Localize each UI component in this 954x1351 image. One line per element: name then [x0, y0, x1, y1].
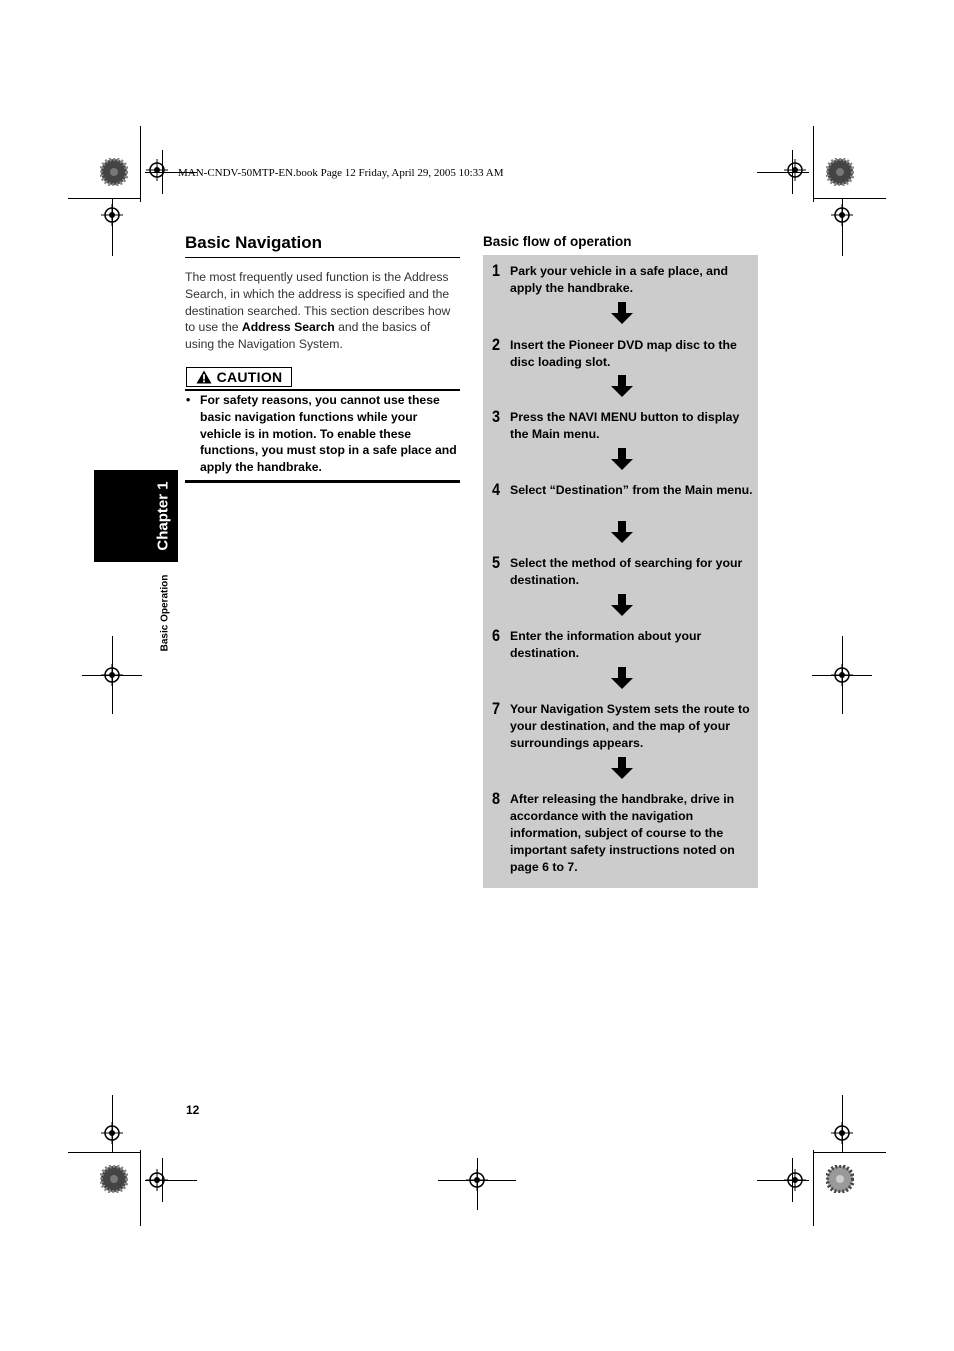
step-number: 5 — [492, 553, 501, 572]
intro-paragraph — [185, 269, 461, 353]
registration-mark-icon — [101, 664, 123, 686]
warning-triangle-icon — [196, 370, 212, 384]
step-text: Enter the information about your destination. — [510, 629, 702, 660]
down-arrow-icon — [611, 521, 633, 543]
flow-step — [492, 701, 754, 752]
flow-step — [492, 263, 754, 297]
step-text: Select the method of searching for your destination. — [510, 556, 743, 587]
down-arrow-icon — [611, 757, 633, 779]
step-number: 8 — [492, 789, 501, 808]
flow-step — [492, 628, 754, 662]
caution-divider-bottom — [185, 480, 460, 483]
step-text: Park your vehicle in a safe place, and apply the handbrake. — [510, 264, 729, 295]
book-header: MAN-CNDV-50MTP-EN.book Page 12 Friday, April 29, 2005 10:33 AM — [178, 167, 504, 179]
step-number: 7 — [492, 699, 501, 718]
color-calibration-disc-icon — [100, 158, 128, 186]
registration-mark-icon — [831, 1122, 853, 1144]
step-text: Press the NAVI MENU button to display the Main menu. — [510, 410, 740, 441]
down-arrow-icon — [611, 375, 633, 397]
intro-text-end: and the basics of using the Navigation System. — [185, 320, 431, 352]
step-text: Your Navigation System sets the route to your destination, and the map of your surroundings appears. — [510, 702, 750, 750]
intro-text-start: The most frequently used function is the Address Search, in which the address is specified and the destination searched. This section describes how to use the — [185, 270, 451, 335]
step-number: 1 — [492, 261, 501, 280]
step-text: Select “Destination” from the Main menu. — [510, 483, 753, 497]
step-number: 2 — [492, 335, 501, 354]
registration-mark-icon — [146, 1169, 168, 1191]
flow-step — [492, 409, 754, 443]
caution-label: CAUTION — [216, 369, 283, 385]
step-number: 6 — [492, 626, 501, 645]
color-calibration-disc-icon — [826, 1165, 854, 1193]
section-title: Basic Navigation — [185, 233, 460, 258]
intro-bold-term: Address Search — [241, 320, 335, 335]
flow-step — [492, 482, 754, 499]
registration-mark-icon — [466, 1169, 488, 1191]
flow-title: Basic flow of operation — [483, 234, 632, 249]
step-number: 3 — [492, 407, 501, 426]
chapter-label: Chapter 1 — [154, 481, 172, 551]
registration-mark-icon — [101, 1122, 123, 1144]
step-text: After releasing the handbrake, drive in accordance with the navigation information, subject of course to the important safety instructions noted on page 6 to 7. — [510, 792, 735, 874]
section-side-label: Basic Operation — [159, 574, 171, 652]
down-arrow-icon — [611, 667, 633, 689]
registration-mark-icon — [784, 1169, 806, 1191]
registration-mark-icon — [101, 204, 123, 226]
caution-badge — [186, 367, 292, 387]
caution-divider-top — [185, 389, 460, 391]
page-number: 12 — [186, 1103, 200, 1117]
down-arrow-icon — [611, 594, 633, 616]
caution-item — [185, 392, 457, 476]
registration-mark-icon — [146, 159, 168, 181]
step-number: 4 — [492, 480, 501, 499]
color-calibration-disc-icon — [100, 1165, 128, 1193]
down-arrow-icon — [611, 302, 633, 324]
caution-text: For safety reasons, you cannot use these basic navigation functions while your vehicle is in motion. To enable these functions, you must stop in a safe place and apply the handbrake. — [200, 393, 457, 475]
caution-bullet: • — [186, 393, 191, 407]
registration-mark-icon — [831, 664, 853, 686]
down-arrow-icon — [611, 448, 633, 470]
color-calibration-disc-icon — [826, 158, 854, 186]
registration-mark-icon — [784, 159, 806, 181]
flow-step — [492, 555, 754, 589]
registration-mark-icon — [831, 204, 853, 226]
flow-step — [492, 791, 754, 876]
flow-step — [492, 337, 754, 371]
step-text: Insert the Pioneer DVD map disc to the disc loading slot. — [510, 338, 737, 369]
